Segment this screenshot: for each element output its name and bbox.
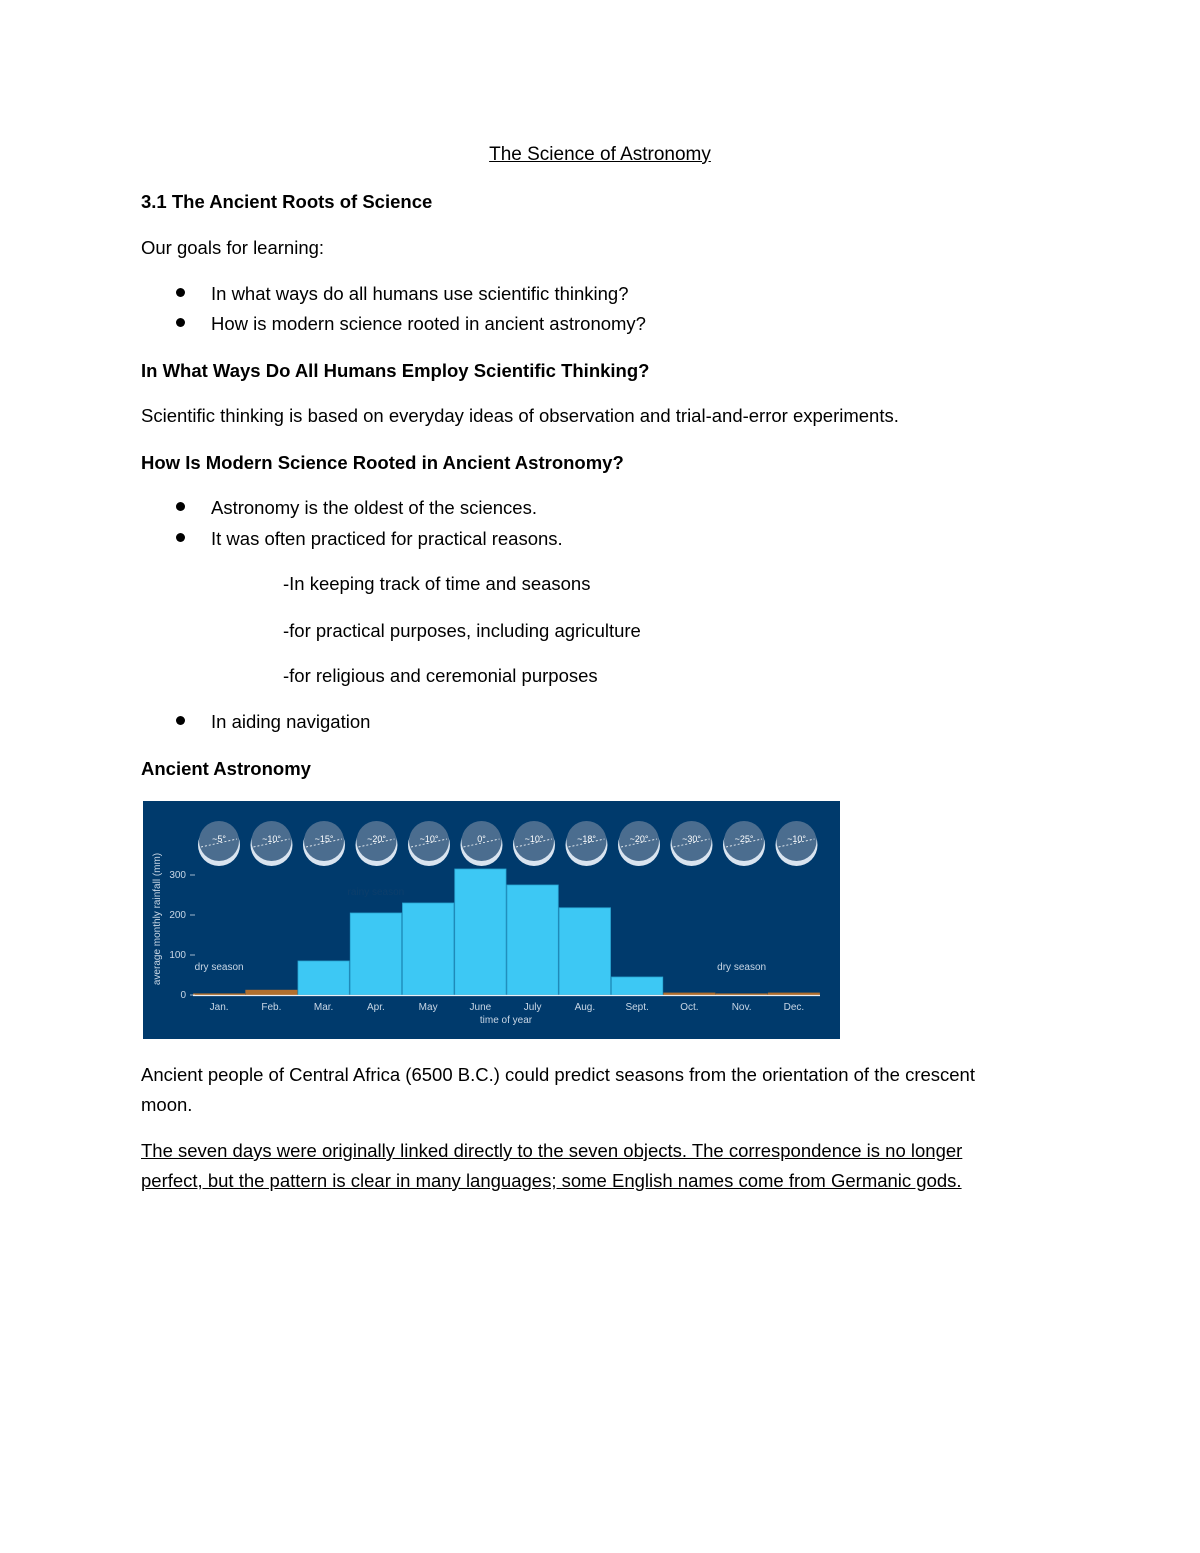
y-tick-label: 100	[169, 950, 186, 961]
rainfall-bar	[507, 885, 558, 995]
paragraph-central-africa-line2: moon.	[141, 1094, 193, 1115]
moon-angle-label: ~10°	[524, 834, 544, 844]
x-tick-label: Oct.	[680, 1002, 699, 1013]
rainfall-bar	[298, 961, 349, 995]
y-tick-label: 300	[169, 870, 186, 881]
sub-list-item: -for practical purposes, including agriculture	[283, 620, 641, 641]
moon-angle-label: 0°	[477, 834, 486, 844]
rainfall-bar	[559, 908, 610, 995]
x-tick-label: Dec.	[783, 1002, 805, 1013]
moon-angle-label: ~20°	[367, 834, 386, 844]
bullet-icon	[176, 288, 185, 297]
bullet-icon	[176, 502, 185, 511]
document-title: The Science of Astronomy	[489, 144, 711, 165]
rainfall-bar	[246, 990, 297, 995]
rainfall-bar	[768, 993, 819, 995]
list-item: It was often practiced for practical reasons.	[211, 528, 563, 549]
moon-phase-icon	[303, 821, 345, 866]
moon-angle-label: ~10°	[787, 834, 806, 844]
rainfall-bar	[403, 903, 454, 995]
season-label: dry season	[194, 962, 244, 973]
paragraph-seven-days-line1: The seven days were originally linked directly to the seven objects. The correspondence is no longer	[141, 1140, 963, 1161]
rainfall-bar	[612, 977, 663, 995]
moon-angle-label: ~10°	[419, 834, 439, 844]
list-item: Astronomy is the oldest of the sciences.	[211, 497, 537, 518]
x-tick-label: Aug.	[574, 1002, 596, 1013]
moon-phase-icon	[566, 821, 608, 866]
goals-intro: Our goals for learning:	[141, 237, 325, 258]
paragraph-scientific-thinking: Scientific thinking is based on everyday ideas of observation and trial-and-error experiments.	[141, 405, 899, 426]
moon-phase-icon	[251, 821, 293, 866]
sub-list-item: -In keeping track of time and seasons	[283, 573, 591, 594]
moon-angle-label: ~5°	[212, 834, 226, 844]
moon-angle-label: ~15°	[314, 834, 334, 844]
rainfall-bar	[455, 869, 506, 995]
moon-phase-icon	[671, 821, 713, 866]
x-tick-label: Feb.	[261, 1002, 282, 1013]
x-tick-label: June	[469, 1002, 492, 1013]
goal-item: In what ways do all humans use scientific thinking?	[211, 283, 629, 304]
moon-angle-label: ~30°	[682, 834, 701, 844]
moon-phase-icon	[723, 821, 765, 866]
moon-phase-icon	[776, 821, 818, 866]
rainfall-bar	[350, 913, 401, 995]
heading-ancient-astronomy: Ancient Astronomy	[141, 758, 311, 779]
heading-modern-science: How Is Modern Science Rooted in Ancient Astronomy?	[141, 452, 624, 473]
x-axis-label: time of year	[479, 1015, 533, 1026]
moon-angle-label: ~18°	[577, 834, 596, 844]
moon-phase-icon	[618, 821, 660, 866]
moon-angle-label: ~10°	[262, 834, 281, 844]
x-tick-label: Sept.	[625, 1002, 649, 1013]
moon-phase-icon	[356, 821, 398, 866]
moon-phase-icon	[461, 821, 503, 866]
heading-scientific-thinking: In What Ways Do All Humans Employ Scientific Thinking?	[141, 360, 650, 381]
moon-phase-icon	[408, 821, 450, 866]
bullet-icon	[176, 716, 185, 725]
x-tick-label: May	[418, 1002, 438, 1013]
moon-angle-label: ~25°	[734, 834, 754, 844]
goal-item: How is modern science rooted in ancient astronomy?	[211, 313, 646, 334]
rainfall-bar	[664, 993, 715, 995]
paragraph-central-africa-line1: Ancient people of Central Africa (6500 B.C.) could predict seasons from the orientation of the crescent	[141, 1064, 975, 1085]
list-item: In aiding navigation	[211, 711, 371, 732]
y-tick-label: 200	[169, 910, 186, 921]
rainfall-moon-chart	[143, 801, 840, 1039]
moon-phase-icon	[198, 821, 240, 866]
x-tick-label: July	[523, 1002, 542, 1013]
x-tick-label: Nov.	[731, 1002, 752, 1013]
x-tick-label: Jan.	[209, 1002, 229, 1013]
sub-list-item: -for religious and ceremonial purposes	[283, 665, 598, 686]
season-label: rainy season	[347, 887, 405, 898]
section-heading: 3.1 The Ancient Roots of Science	[141, 191, 433, 212]
x-tick-label: Apr.	[366, 1002, 385, 1013]
y-axis-label: average monthly rainfall (mm)	[152, 852, 163, 986]
chart-svg	[143, 801, 840, 1039]
y-tick-label: 0	[180, 990, 186, 1001]
bullet-icon	[176, 533, 185, 542]
bullet-icon	[176, 318, 185, 327]
moon-phase-icon	[513, 821, 555, 866]
season-label: dry season	[717, 962, 767, 973]
x-tick-label: Mar.	[313, 1002, 334, 1013]
moon-angle-label: ~20°	[629, 834, 649, 844]
paragraph-seven-days-line2: perfect, but the pattern is clear in many languages; some English names come from Germanic gods.	[141, 1170, 962, 1191]
